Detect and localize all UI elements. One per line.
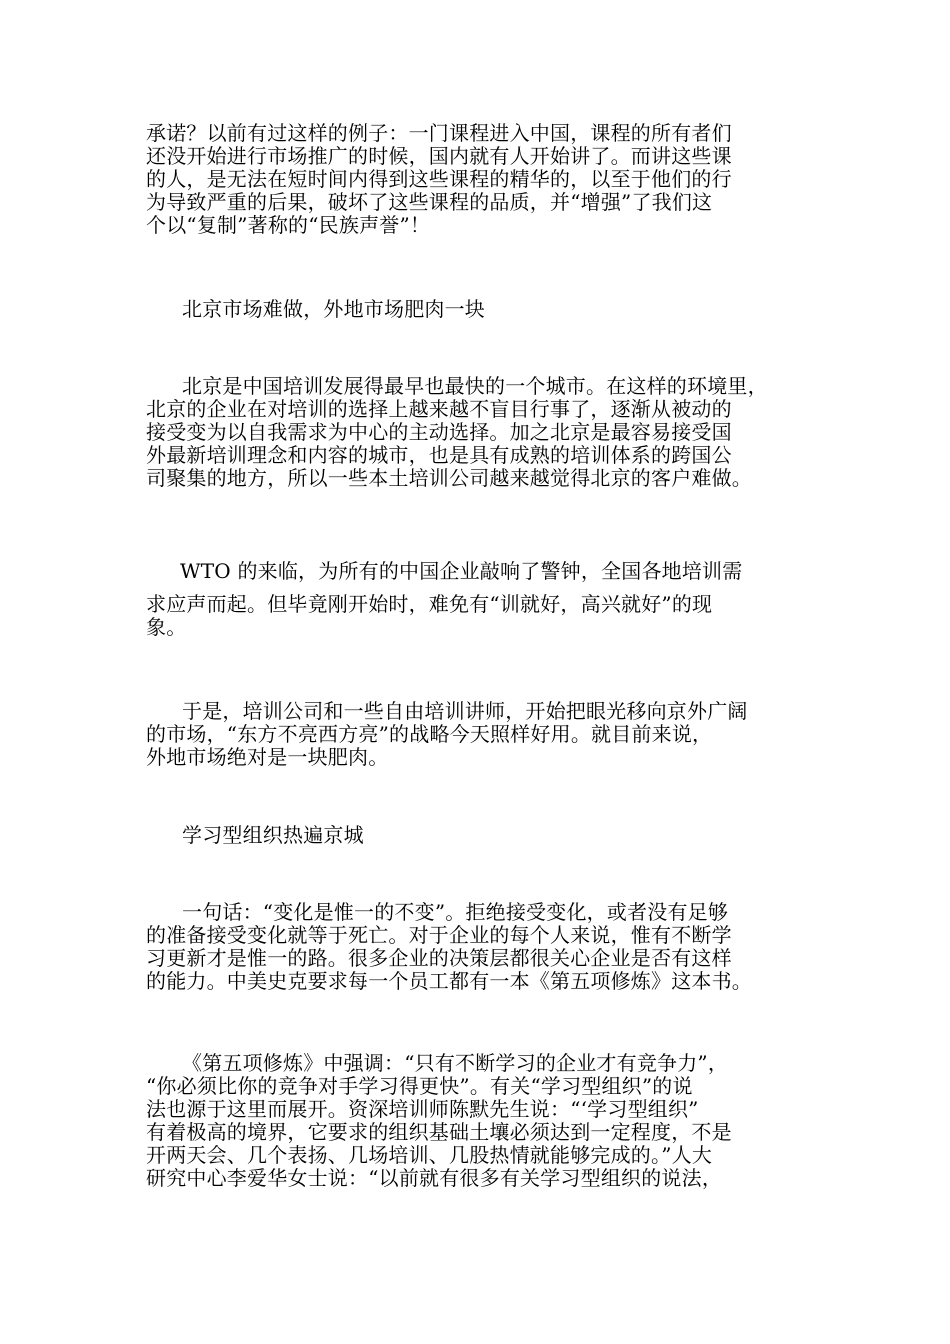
text-line: 象。 — [146, 615, 187, 639]
text-line: 还没开始进行市场推广的时候，国内就有人开始讲了。而讲这些课 — [146, 144, 732, 168]
text-line: WTO 的来临，为所有的中国企业敲响了警钟，全国各地培训需 — [180, 559, 743, 583]
text-line: 于是，培训公司和一些自由培训讲师，开始把眼光移向京外广阔 — [182, 699, 748, 723]
text-line: 的能力。中美史克要求每一个员工都有一本《第五项修炼》这本书。 — [146, 969, 752, 993]
text-line: 《第五项修炼》中强调：“只有不断学习的企业才有竞争力”， — [182, 1051, 729, 1075]
heading-text: 北京市场难做，外地市场肥肉一块 — [182, 297, 485, 321]
text-line: 的市场，“东方不亮西方亮”的战略今天照样好用。就目前来说， — [146, 722, 713, 746]
text-line: 北京的企业在对培训的选择上越来越不盲目行事了，逐渐从被动的 — [146, 397, 732, 421]
text-line: 一句话：“变化是惟一的不变”。拒绝接受变化，或者没有足够 — [182, 900, 729, 924]
text-line: 开两天会、几个表扬、几场培训、几股热情就能够完成的。”人大 — [146, 1143, 713, 1167]
section-heading-beijing-market — [146, 298, 811, 321]
text-line: 司聚集的地方，所以一些本土培训公司越来越觉得北京的客户难做。 — [146, 466, 752, 490]
text-line: 北京是中国培训发展得最早也最快的一个城市。在这样的环境里， — [182, 374, 768, 398]
text-line: 的准备接受变化就等于死亡。对于企业的每个人来说，惟有不断学 — [146, 923, 732, 947]
text-line: 求应声而起。但毕竟刚开始时，难免有“训就好，高兴就好”的现 — [146, 592, 713, 616]
text-line: 外最新培训理念和内容的城市，也是具有成熟的培训体系的跨国公 — [146, 443, 732, 467]
text-line: 的人，是无法在短时间内得到这些课程的精华的，以至于他们的行 — [146, 167, 732, 191]
paragraph-beijing-training — [146, 375, 811, 490]
text-line: “你必须比你的竞争对手学习得更快”。有关“学习型组织”的说 — [146, 1074, 693, 1098]
text-line: 外地市场绝对是一块肥肉。 — [146, 745, 389, 769]
text-line: 法也源于这里而展开。资深培训师陈默先生说：“‘学习型组织” — [146, 1097, 699, 1121]
text-line: 为导致严重的后果，破坏了这些课程的品质，并“增强”了我们这 — [146, 190, 713, 214]
paragraph-wto — [146, 555, 811, 639]
text-line: 承诺？以前有过这样的例子：一门课程进入中国，课程的所有者们 — [146, 121, 732, 145]
paragraph-change — [146, 901, 811, 993]
text-line: 个以“复制”著称的“民族声誉”！ — [146, 213, 431, 237]
text-line: 习更新才是惟一的路。很多企业的决策层都很关心企业是否有这样 — [146, 946, 732, 970]
paragraph-course-copying — [146, 122, 811, 237]
section-heading-learning-organization — [146, 824, 811, 847]
text-line: 接受变为以自我需求为中心的主动选择。加之北京是最容易接受国 — [146, 420, 732, 444]
text-line: 有着极高的境界，它要求的组织基础土壤必须达到一定程度，不是 — [146, 1120, 732, 1144]
paragraph-fifth-discipline — [146, 1052, 811, 1190]
text-line: 研究中心李爱华女士说：“以前就有很多有关学习型组织的说法， — [146, 1166, 723, 1190]
heading-text: 学习型组织热遍京城 — [182, 823, 364, 847]
paragraph-outside-markets — [146, 700, 811, 769]
